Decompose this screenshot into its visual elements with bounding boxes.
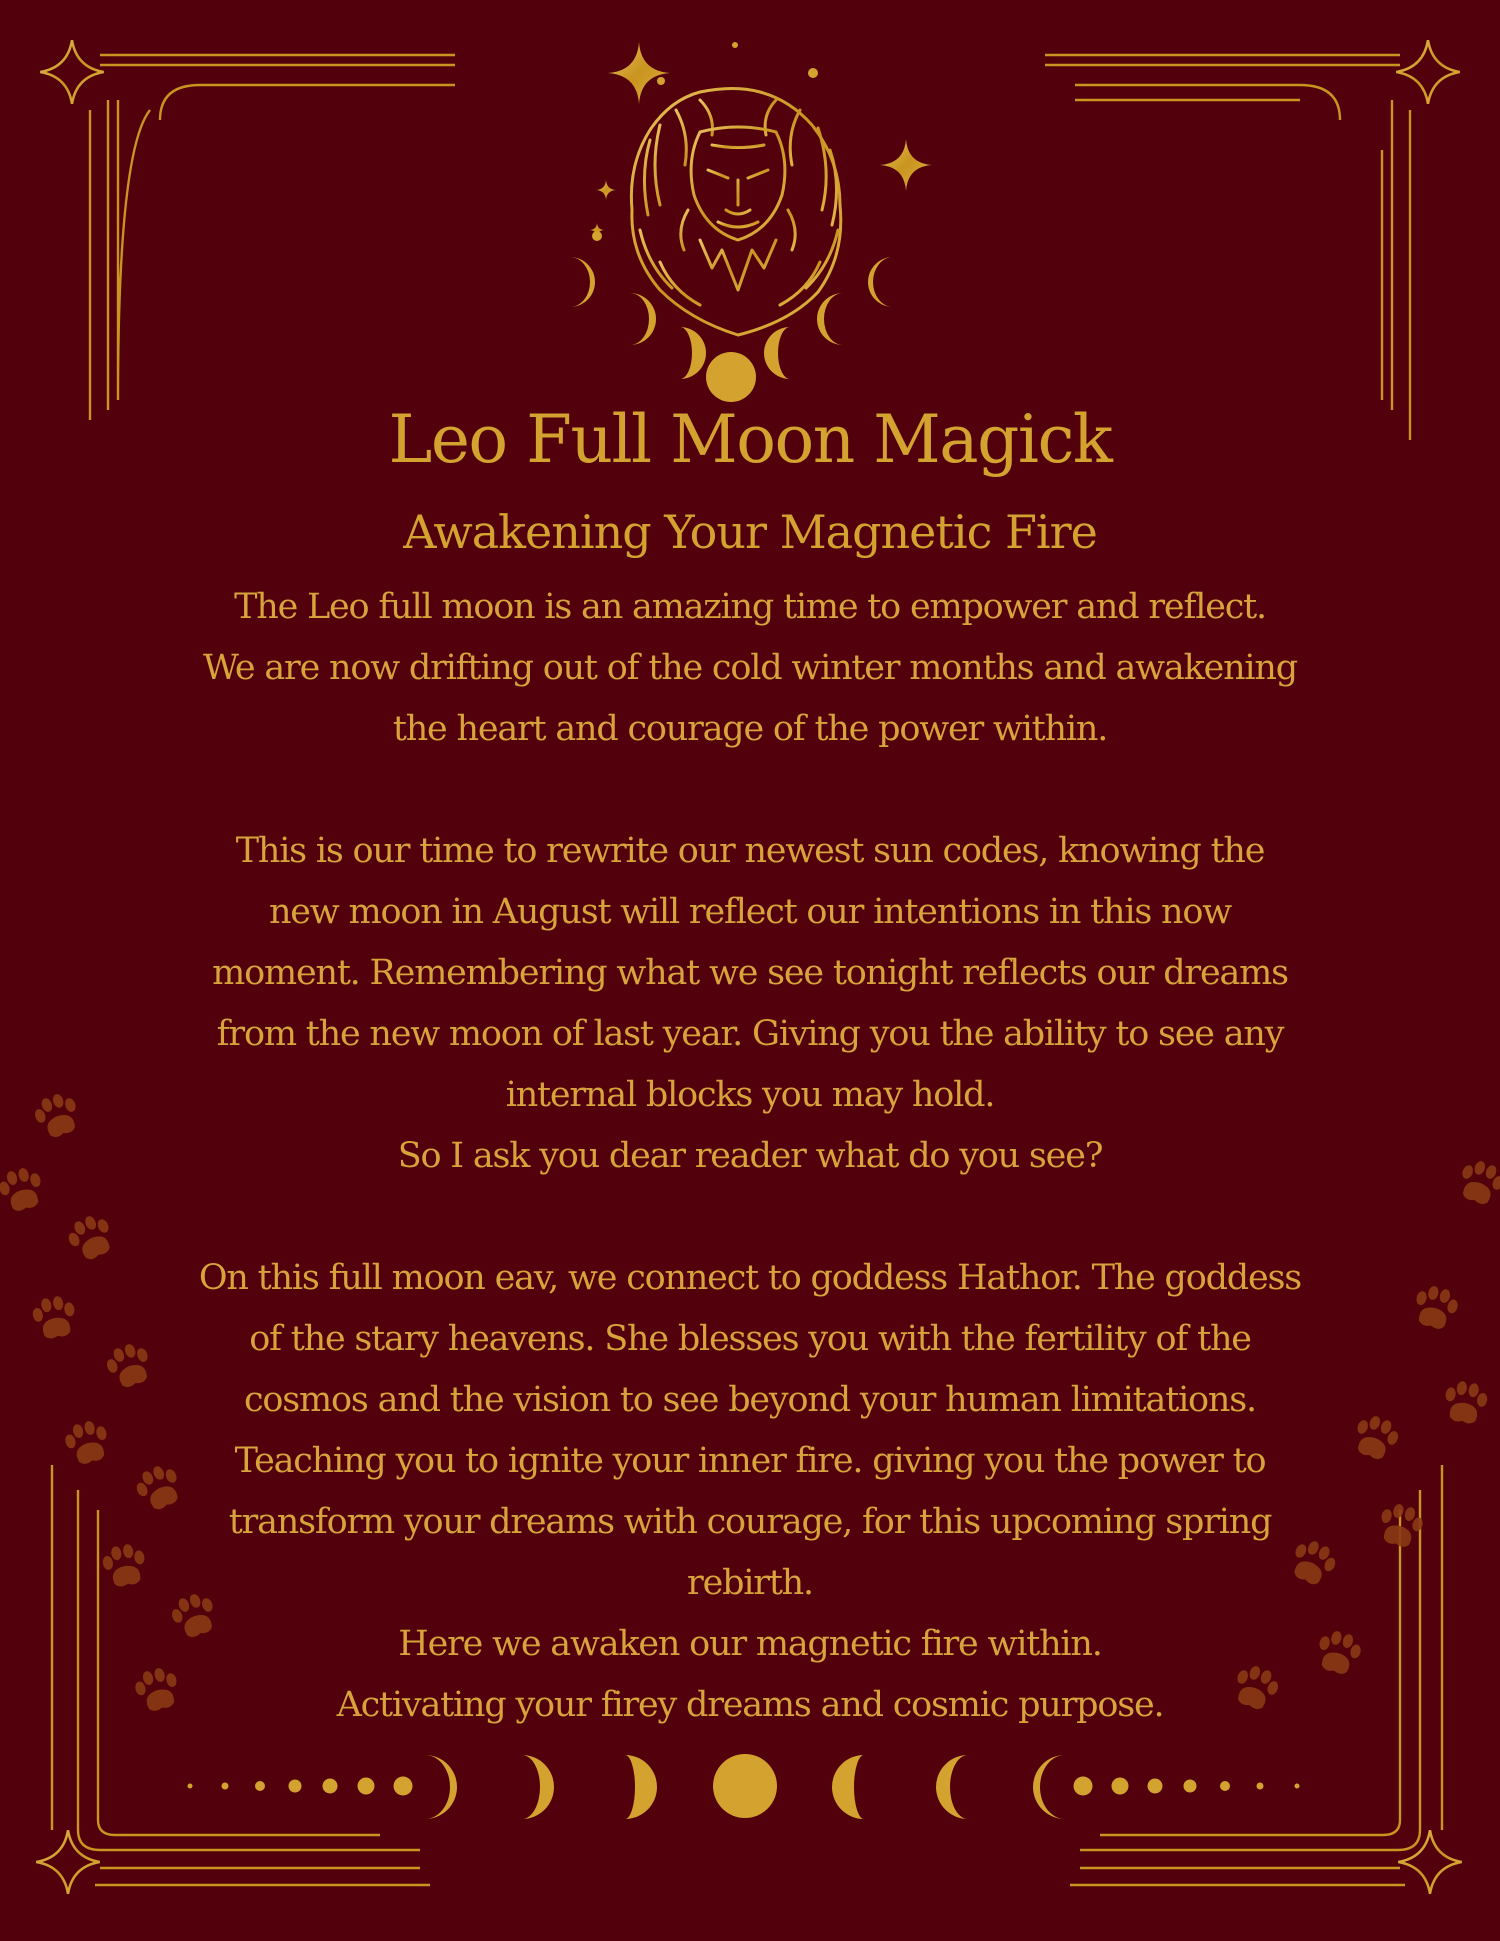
paw-print-icon: [1375, 1500, 1426, 1550]
text-line: This is our time to rewrite our newest sun codes, knowing the: [235, 831, 1265, 871]
text-line: of the stary heavens. She blesses you with the fertility of the: [249, 1319, 1251, 1359]
paw-print-icon: [102, 1339, 155, 1392]
text-line: the heart and courage of the power within.: [392, 709, 1108, 749]
paw-print-icon: [1349, 1411, 1402, 1464]
text-line: Teaching you to ignite your inner fire. giving you the power to: [234, 1441, 1266, 1481]
text-line: internal blocks you may hold.: [505, 1075, 995, 1115]
text-line: So I ask you dear reader what do you see?: [397, 1136, 1103, 1176]
paw-print-icon: [1454, 1156, 1500, 1209]
body-text: [150, 577, 1350, 1736]
paw-print-icon: [0, 1164, 47, 1214]
paragraph-1: [150, 577, 1350, 760]
paw-print-icon: [30, 1294, 78, 1341]
paw-print-icon: [63, 1210, 118, 1265]
text-line: Here we awaken our magnetic fire within.: [398, 1624, 1102, 1664]
text-line: cosmos and the vision to see beyond your human limitations.: [244, 1380, 1256, 1420]
text-line: new moon in August will reflect our intentions in this now: [268, 892, 1232, 932]
paw-print-icon: [1441, 1379, 1489, 1426]
paw-print-icon: [100, 1542, 148, 1589]
text-line: We are now drifting out of the cold winter months and awakening: [203, 648, 1297, 688]
text-line: moment. Remembering what we see tonight reflects our dreams: [212, 953, 1288, 993]
text-line: transform your dreams with courage, for this upcoming spring: [228, 1502, 1272, 1542]
text-line: from the new moon of last year. Giving you the ability to see any: [216, 1014, 1284, 1054]
paragraph-2: [150, 821, 1350, 1187]
page-title: Leo Full Moon Magick: [388, 401, 1112, 478]
text-line: Activating your firey dreams and cosmic purpose.: [336, 1685, 1164, 1725]
paw-print-icon: [30, 1089, 83, 1142]
paw-print-icon: [1410, 1282, 1461, 1332]
text-line: rebirth.: [687, 1563, 813, 1603]
page-subtitle: Awakening Your Magnetic Fire: [403, 505, 1097, 559]
paragraph-3: [150, 1248, 1350, 1736]
text-line: On this full moon eav, we connect to goddess Hathor. The goddess: [198, 1258, 1302, 1298]
text-line: The Leo full moon is an amazing time to empower and reflect.: [234, 587, 1266, 627]
paw-print-icon: [62, 1417, 113, 1467]
